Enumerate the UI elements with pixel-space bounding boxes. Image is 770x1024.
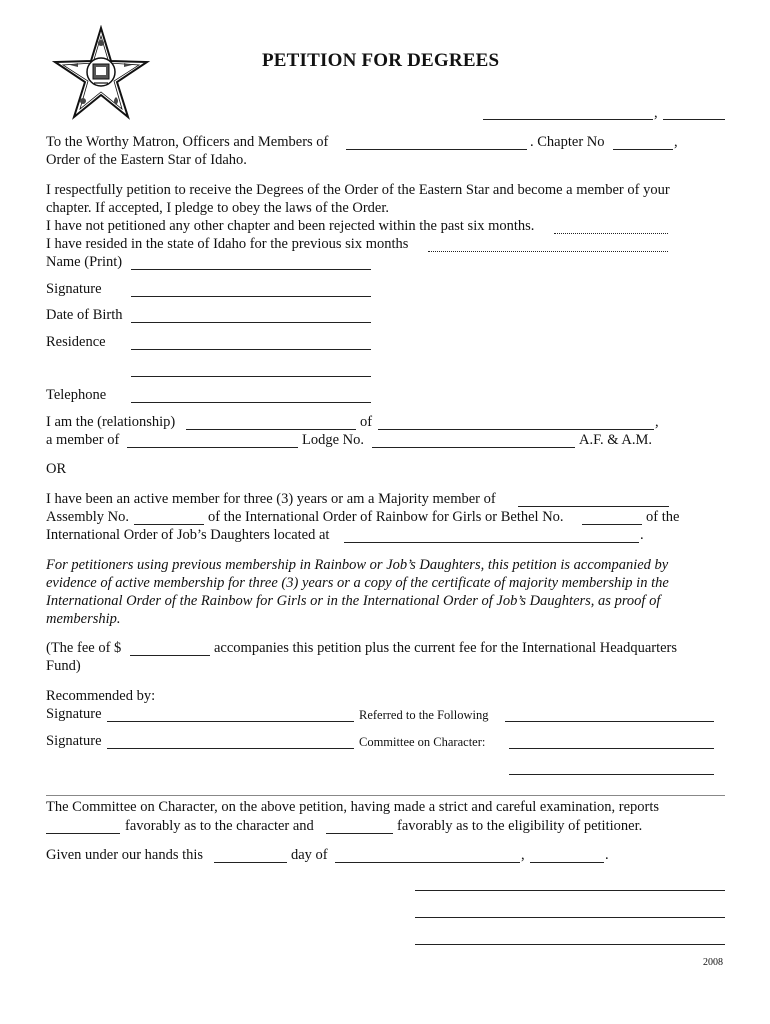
fee-fund: Fund) (46, 658, 81, 674)
fee-field[interactable] (130, 639, 210, 656)
chapter-no-label: . Chapter No (530, 134, 605, 150)
section-divider (46, 795, 725, 796)
dob-label: Date of Birth (46, 307, 123, 323)
located-period: . (640, 527, 644, 543)
given-period: . (605, 847, 609, 863)
character-report-field[interactable] (46, 817, 120, 834)
recommender-1-field[interactable] (107, 705, 354, 722)
date-comma: , (654, 105, 658, 121)
pledge-text: chapter. If accepted, I pledge to obey the laws of the Order. (46, 200, 390, 216)
residency-field[interactable] (428, 235, 668, 252)
assembly-no-field[interactable] (134, 508, 204, 525)
note-line-4: membership. (46, 611, 121, 627)
given-day-field[interactable] (214, 846, 287, 863)
committee-signature-3[interactable] (415, 928, 725, 945)
name-field[interactable] (131, 253, 371, 270)
note-line-3: International Order of the Rainbow for Girls or in the International Order of Job’s Daughters, as proof of (46, 593, 661, 609)
majority-member-field[interactable] (518, 490, 669, 507)
date-year-field[interactable] (663, 103, 725, 120)
or-label: OR (46, 461, 67, 477)
fee-text: accompanies this petition plus the current fee for the International Headquarters (214, 640, 678, 656)
page-title: PETITION FOR DEGREES (262, 50, 500, 71)
committee-member-1-field[interactable] (509, 732, 714, 749)
character-text: favorably as to the character and (125, 818, 314, 834)
day-of-label: day of (291, 847, 328, 863)
afam-label: A.F. & A.M. (579, 432, 652, 448)
relationship-label: I am the (relationship) (46, 414, 176, 430)
given-year-field[interactable] (530, 846, 604, 863)
chapter-comma: , (674, 134, 678, 150)
telephone-field[interactable] (131, 386, 371, 403)
eligibility-report-field[interactable] (326, 817, 393, 834)
bethel-no-field[interactable] (582, 508, 642, 525)
eastern-star-emblem (50, 25, 152, 125)
residence-field-line2[interactable] (131, 360, 371, 377)
referred-field[interactable] (505, 705, 714, 722)
form-year: 2008 (703, 957, 723, 968)
relationship-field[interactable] (186, 413, 356, 430)
lodge-no-label: Lodge No. (302, 432, 365, 448)
addressee-order: Order of the Eastern Star of Idaho. (46, 152, 247, 168)
of-the-label: of the (646, 509, 680, 525)
lodge-no-field[interactable] (372, 431, 575, 448)
referred-label: Referred to the Following (359, 708, 489, 722)
committee-label: Committee on Character: (359, 735, 486, 749)
date-month-day-field[interactable] (483, 103, 653, 120)
committee-signature-1[interactable] (415, 874, 725, 891)
given-label: Given under our hands this (46, 847, 204, 863)
residency-text: I have resided in the state of Idaho for the previous six months (46, 236, 409, 252)
committee-report-text: The Committee on Character, on the above petition, having made a strict and careful examination, reports (46, 799, 660, 815)
telephone-label: Telephone (46, 387, 107, 403)
committee-member-2-field[interactable] (509, 758, 714, 775)
residence-label: Residence (46, 334, 106, 350)
chapter-name-field[interactable] (346, 133, 527, 150)
not-rejected-field[interactable] (554, 217, 668, 234)
signature-label: Signature (46, 281, 102, 297)
fee-label: (The fee of $ (46, 640, 122, 656)
recommender-1-label: Signature (46, 706, 102, 722)
residence-field-line1[interactable] (131, 333, 371, 350)
dob-field[interactable] (131, 306, 371, 323)
member-of-field[interactable] (127, 431, 298, 448)
given-month-field[interactable] (335, 846, 520, 863)
rainbow-text: of the International Order of Rainbow for Girls or Bethel No. (208, 509, 564, 525)
recommended-label: Recommended by: (46, 688, 156, 704)
jobs-daughters-text: International Order of Job’s Daughters located at (46, 527, 330, 543)
recommender-2-field[interactable] (107, 732, 354, 749)
name-label: Name (Print) (46, 254, 123, 270)
signature-field[interactable] (131, 280, 371, 297)
petition-text: I respectfully petition to receive the Degrees of the Order of the Eastern Star and become a member of your (46, 182, 670, 198)
chapter-no-field[interactable] (613, 133, 673, 150)
member-of-label: a member of (46, 432, 120, 448)
note-line-1: For petitioners using previous membership in Rainbow or Job’s Daughters, this petition is accompanied by (46, 557, 669, 573)
eligibility-text: favorably as to the eligibility of petitioner. (397, 818, 643, 834)
addressee-text: To the Worthy Matron, Officers and Members of (46, 134, 329, 150)
recommender-2-label: Signature (46, 733, 102, 749)
located-at-field[interactable] (344, 526, 639, 543)
relationship-comma: , (655, 414, 659, 430)
given-comma: , (521, 847, 525, 863)
assembly-no-label: Assembly No. (46, 509, 129, 525)
committee-signature-2[interactable] (415, 901, 725, 918)
of-label: of (360, 414, 373, 430)
relationship-of-field[interactable] (378, 413, 654, 430)
note-line-2: evidence of active membership for three (3) years or a copy of the certificate of majority membership in the (46, 575, 669, 591)
active-member-text: I have been an active member for three (3) years or am a Majority member of (46, 491, 496, 507)
not-rejected-text: I have not petitioned any other chapter and been rejected within the past six months. (46, 218, 535, 234)
